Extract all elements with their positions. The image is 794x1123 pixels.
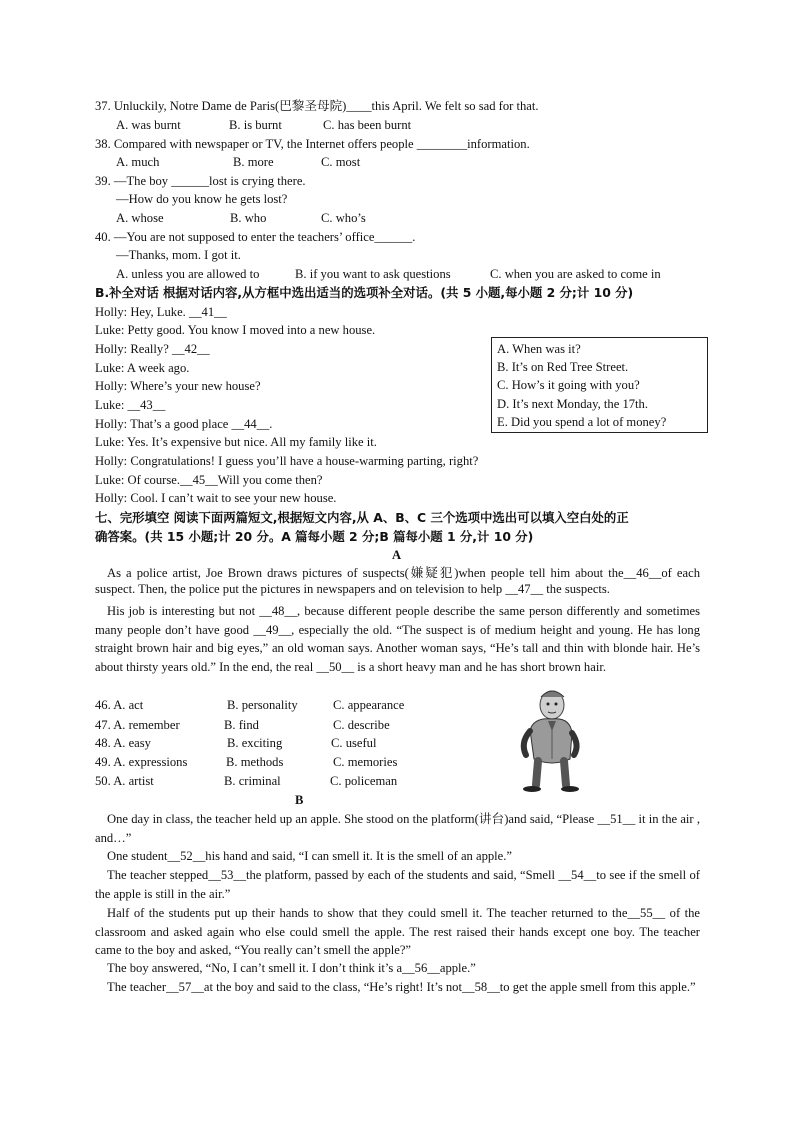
section-b-heading: B.补全对话 根据对话内容,从方框中选出适当的选项补全对话。(共 5 小题,每小题 2 分;计 10 分) [95, 285, 634, 300]
q38-option-a: A. much [116, 155, 160, 169]
section-7-heading-line1: 七、完形填空 阅读下面两篇短文,根据短文内容,从 A、B、C 三个选项中选出可以填入空白处的正 [95, 510, 629, 525]
dialogue-line: Luke: Yes. It’s expensive but nice. All my family like it. [95, 435, 377, 449]
option-row-48: 48. A. easy [95, 736, 151, 750]
option-row-46-b: B. personality [227, 698, 298, 712]
dialogue-line: Luke: Petty good. You know I moved into a new house. [95, 323, 376, 337]
dialogue-line: Holly: Congratulations! I guess you’ll have a house-warming parting, right? [95, 454, 479, 468]
dialogue-line: Holly: Cool. I can’t wait to see your new house. [95, 491, 337, 505]
q39-option-c: C. who’s [321, 211, 366, 225]
question-37-stem: 37. Unluckily, Notre Dame de Paris(巴黎圣母院)____this April. We felt so sad for that. [95, 99, 539, 113]
dialogue-line: Luke: __43__ [95, 398, 166, 412]
passage-a-title: A [392, 548, 402, 562]
box-option: B. It’s on Red Tree Street. [497, 360, 629, 374]
section-7-heading-line2: 确答案。(共 15 小题;计 20 分。A 篇每小题 2 分;B 篇每小题 1 分,计 10 分) [95, 529, 534, 544]
question-38-stem: 38. Compared with newspaper or TV, the Internet offers people ________information. [95, 137, 530, 151]
cartoon-man-illustration [508, 685, 584, 795]
passage-a-paragraph-1: As a police artist, Joe Brown draws pictures of suspects(嫌疑犯)when people tell him about the__46__of each suspect. Then, the police put the pictures in newspapers and on television to help __47__ the suspects. [95, 566, 700, 596]
q37-option-c: C. has been burnt [323, 118, 412, 132]
dialogue-line: Holly: Hey, Luke. __41__ [95, 305, 227, 319]
question-39-line2: —How do you know he gets lost? [116, 192, 288, 206]
q39-option-b: B. who [230, 211, 267, 225]
dialogue-line: Holly: That’s a good place __44__. [95, 417, 273, 431]
option-row-49-c: C. memories [333, 755, 398, 769]
passage-a-paragraph-2: His job is interesting but not __48__, because different people describe the same person differently and sometimes many people don’t have good __49__, especially the old. “The suspect is of medium height and young. He has long straight brown hair and big eyes,” an old woman says. Another woman says, “He’s tall and thin with blonde hair. He’s about thirsty years old.” In the end, the real __50__ is a short heavy man and he has short brown hair. [95, 604, 700, 675]
q37-option-b: B. is burnt [229, 118, 282, 132]
passage-b-paragraph-5: The boy answered, “No, I can’t smell it. I don’t think it’s a__56__apple.” [107, 961, 476, 975]
dialogue-line: Luke: Of course.__45__Will you come then? [95, 473, 323, 487]
passage-b-paragraph-2: One student__52__his hand and said, “I can smell it. It is the smell of an apple.” [107, 849, 513, 863]
question-40-stem: 40. —You are not supposed to enter the teachers’ office______. [95, 230, 416, 244]
option-row-49: 49. A. expressions [95, 755, 188, 769]
box-option: E. Did you spend a lot of money? [497, 415, 667, 429]
option-row-46: 46. A. act [95, 698, 144, 712]
dialogue-line: Holly: Really? __42__ [95, 342, 210, 356]
q39-option-a: A. whose [116, 211, 164, 225]
passage-b-title: B [295, 793, 304, 807]
box-option: C. How’s it going with you? [497, 378, 640, 392]
dialogue-line: Luke: A week ago. [95, 361, 190, 375]
q38-option-c: C. most [321, 155, 361, 169]
q37-option-a: A. was burnt [116, 118, 181, 132]
q40-option-c: C. when you are asked to come in [490, 267, 661, 281]
option-row-47-c: C. describe [333, 718, 390, 732]
option-row-50-b: B. criminal [224, 774, 281, 788]
q40-option-a: A. unless you are allowed to [116, 267, 260, 281]
option-row-46-c: C. appearance [333, 698, 405, 712]
dialogue-line: Holly: Where’s your new house? [95, 379, 261, 393]
options-box [491, 337, 708, 433]
q38-option-b: B. more [233, 155, 274, 169]
option-row-48-b: B. exciting [227, 736, 283, 750]
option-row-50-c: C. policeman [330, 774, 398, 788]
passage-b-paragraph-1: One day in class, the teacher held up an apple. She stood on the platform(讲台)and said, “Please __51__ it in the air , and…” [95, 812, 700, 845]
q40-option-b: B. if you want to ask questions [295, 267, 451, 281]
option-row-47: 47. A. remember [95, 718, 180, 732]
box-option: A. When was it? [497, 342, 581, 356]
option-row-50: 50. A. artist [95, 774, 154, 788]
passage-b-paragraph-4: Half of the students put up their hands to show that they could smell it. The teacher returned to the__55__ of the classroom and asked again who else could smell the apple. The rest raised their hands except one boy. The teacher came to the boy and asked, “You really can’t smell the apple?” [95, 906, 700, 957]
passage-b-paragraph-3: The teacher stepped__53__the platform, passed by each of the students and said, “Smell __54__to see if the smell of the apple is still in the air.” [95, 868, 700, 901]
question-40-line2: —Thanks, mom. I got it. [116, 248, 241, 262]
passage-b-paragraph-6: The teacher__57__at the boy and said to the class, “He’s right! It’s not__58__to get the apple smell from this apple.” [107, 980, 696, 994]
question-39-stem: 39. —The boy ______lost is crying there. [95, 174, 306, 188]
option-row-49-b: B. methods [226, 755, 284, 769]
box-option: D. It’s next Monday, the 17th. [497, 397, 648, 411]
option-row-48-c: C. useful [331, 736, 377, 750]
option-row-47-b: B. find [224, 718, 259, 732]
